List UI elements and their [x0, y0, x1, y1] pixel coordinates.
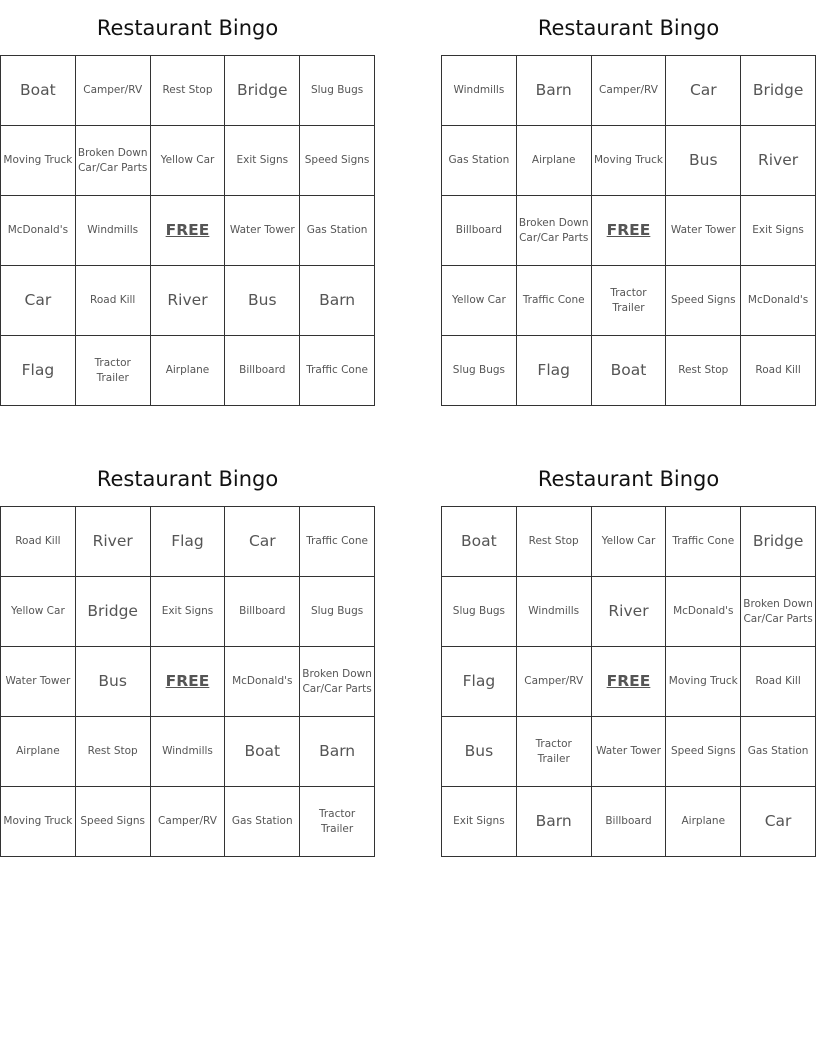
bingo-cell: Yellow Car — [592, 507, 667, 577]
bingo-cell: Boat — [592, 336, 667, 406]
bingo-cell: Billboard — [592, 787, 667, 857]
bingo-cell: Road Kill — [741, 647, 816, 717]
bingo-cell: Camper/RV — [592, 56, 667, 126]
bingo-cell: McDonald's — [741, 266, 816, 336]
bingo-cell: Gas Station — [741, 717, 816, 787]
bingo-cell: Slug Bugs — [300, 56, 375, 126]
bingo-card-1 — [0, 0, 375, 406]
bingo-cell: Exit Signs — [741, 196, 816, 266]
bingo-cell: Bus — [76, 647, 151, 717]
bingo-cell: Windmills — [151, 717, 226, 787]
bingo-cell: Camper/RV — [76, 56, 151, 126]
card-title: Restaurant Bingo — [537, 16, 720, 40]
bingo-cell: Tractor Trailer — [517, 717, 592, 787]
bingo-grid — [0, 506, 375, 857]
bingo-cell: Speed Signs — [76, 787, 151, 857]
bingo-cell: Camper/RV — [517, 647, 592, 717]
bingo-cell: Billboard — [225, 336, 300, 406]
bingo-cell: River — [741, 126, 816, 196]
free-space: FREE — [592, 196, 667, 266]
bingo-cell: River — [592, 577, 667, 647]
card-title: Restaurant Bingo — [96, 467, 279, 491]
bingo-cell: Yellow Car — [1, 577, 76, 647]
bingo-cell: Bridge — [225, 56, 300, 126]
bingo-cell: Bus — [225, 266, 300, 336]
free-space: FREE — [592, 647, 667, 717]
bingo-cell: Barn — [300, 266, 375, 336]
bingo-cell: Water Tower — [1, 647, 76, 717]
bingo-cell: Windmills — [517, 577, 592, 647]
bingo-cell: Slug Bugs — [442, 336, 517, 406]
bingo-cell: Rest Stop — [151, 56, 226, 126]
bingo-cell: Bridge — [741, 56, 816, 126]
bingo-cell: Broken Down Car/Car Parts — [300, 647, 375, 717]
bingo-cell: Flag — [1, 336, 76, 406]
bingo-cell: Traffic Cone — [666, 507, 741, 577]
bingo-cell: Speed Signs — [666, 266, 741, 336]
bingo-cell: Water Tower — [592, 717, 667, 787]
bingo-cell: Exit Signs — [442, 787, 517, 857]
bingo-cell: Speed Signs — [666, 717, 741, 787]
bingo-cell: Moving Truck — [1, 787, 76, 857]
card-title: Restaurant Bingo — [537, 467, 720, 491]
bingo-cell: Tractor Trailer — [592, 266, 667, 336]
bingo-cell: Bus — [666, 126, 741, 196]
bingo-cell: McDonald's — [666, 577, 741, 647]
bingo-cell: Bridge — [76, 577, 151, 647]
free-space: FREE — [151, 647, 226, 717]
bingo-cell: Gas Station — [225, 787, 300, 857]
bingo-cell: Boat — [1, 56, 76, 126]
bingo-cell: Camper/RV — [151, 787, 226, 857]
bingo-cell: Rest Stop — [517, 507, 592, 577]
bingo-cell: Road Kill — [741, 336, 816, 406]
bingo-cell: Car — [1, 266, 76, 336]
bingo-cell: Exit Signs — [151, 577, 226, 647]
bingo-cell: Barn — [300, 717, 375, 787]
bingo-cell: Car — [666, 56, 741, 126]
bingo-cell: Broken Down Car/Car Parts — [76, 126, 151, 196]
bingo-grid — [441, 506, 816, 857]
bingo-cell: Boat — [225, 717, 300, 787]
bingo-cell: Billboard — [225, 577, 300, 647]
bingo-cell: Tractor Trailer — [300, 787, 375, 857]
bingo-cell: Broken Down Car/Car Parts — [517, 196, 592, 266]
bingo-cell: Gas Station — [442, 126, 517, 196]
bingo-cell: Traffic Cone — [300, 336, 375, 406]
bingo-cell: Traffic Cone — [300, 507, 375, 577]
bingo-cell: Water Tower — [666, 196, 741, 266]
bingo-cell: Moving Truck — [666, 647, 741, 717]
bingo-cell: Slug Bugs — [300, 577, 375, 647]
bingo-cell: River — [151, 266, 226, 336]
bingo-cell: Yellow Car — [442, 266, 517, 336]
bingo-cell: Flag — [442, 647, 517, 717]
bingo-cell: Barn — [517, 56, 592, 126]
bingo-cell: McDonald's — [225, 647, 300, 717]
bingo-cell: Road Kill — [1, 507, 76, 577]
bingo-cell: Car — [225, 507, 300, 577]
bingo-cell: Rest Stop — [666, 336, 741, 406]
bingo-cell: Bridge — [741, 507, 816, 577]
bingo-cell: Boat — [442, 507, 517, 577]
bingo-cell: Billboard — [442, 196, 517, 266]
bingo-cell: Moving Truck — [1, 126, 76, 196]
bingo-cell: Flag — [517, 336, 592, 406]
bingo-card-4 — [441, 451, 816, 857]
bingo-cell: Speed Signs — [300, 126, 375, 196]
bingo-grid — [441, 55, 816, 406]
bingo-cell: Airplane — [151, 336, 226, 406]
bingo-cell: Moving Truck — [592, 126, 667, 196]
bingo-cell: Windmills — [442, 56, 517, 126]
bingo-grid — [0, 55, 375, 406]
bingo-cell: Windmills — [76, 196, 151, 266]
bingo-cell: Broken Down Car/Car Parts — [741, 577, 816, 647]
bingo-cell: Bus — [442, 717, 517, 787]
bingo-cell: Barn — [517, 787, 592, 857]
bingo-cell: Traffic Cone — [517, 266, 592, 336]
bingo-cell: Flag — [151, 507, 226, 577]
bingo-cell: Car — [741, 787, 816, 857]
bingo-cell: Exit Signs — [225, 126, 300, 196]
bingo-cell: Airplane — [666, 787, 741, 857]
bingo-cell: Yellow Car — [151, 126, 226, 196]
bingo-cell: Road Kill — [76, 266, 151, 336]
free-space: FREE — [151, 196, 226, 266]
card-title: Restaurant Bingo — [96, 16, 279, 40]
bingo-cell: Airplane — [1, 717, 76, 787]
bingo-cell: Tractor Trailer — [76, 336, 151, 406]
bingo-cell: River — [76, 507, 151, 577]
bingo-card-2 — [441, 0, 816, 406]
bingo-cell: Water Tower — [225, 196, 300, 266]
bingo-cell: Slug Bugs — [442, 577, 517, 647]
bingo-cell: Rest Stop — [76, 717, 151, 787]
bingo-cell: Airplane — [517, 126, 592, 196]
bingo-card-3 — [0, 451, 375, 857]
bingo-cell: McDonald's — [1, 196, 76, 266]
bingo-cell: Gas Station — [300, 196, 375, 266]
